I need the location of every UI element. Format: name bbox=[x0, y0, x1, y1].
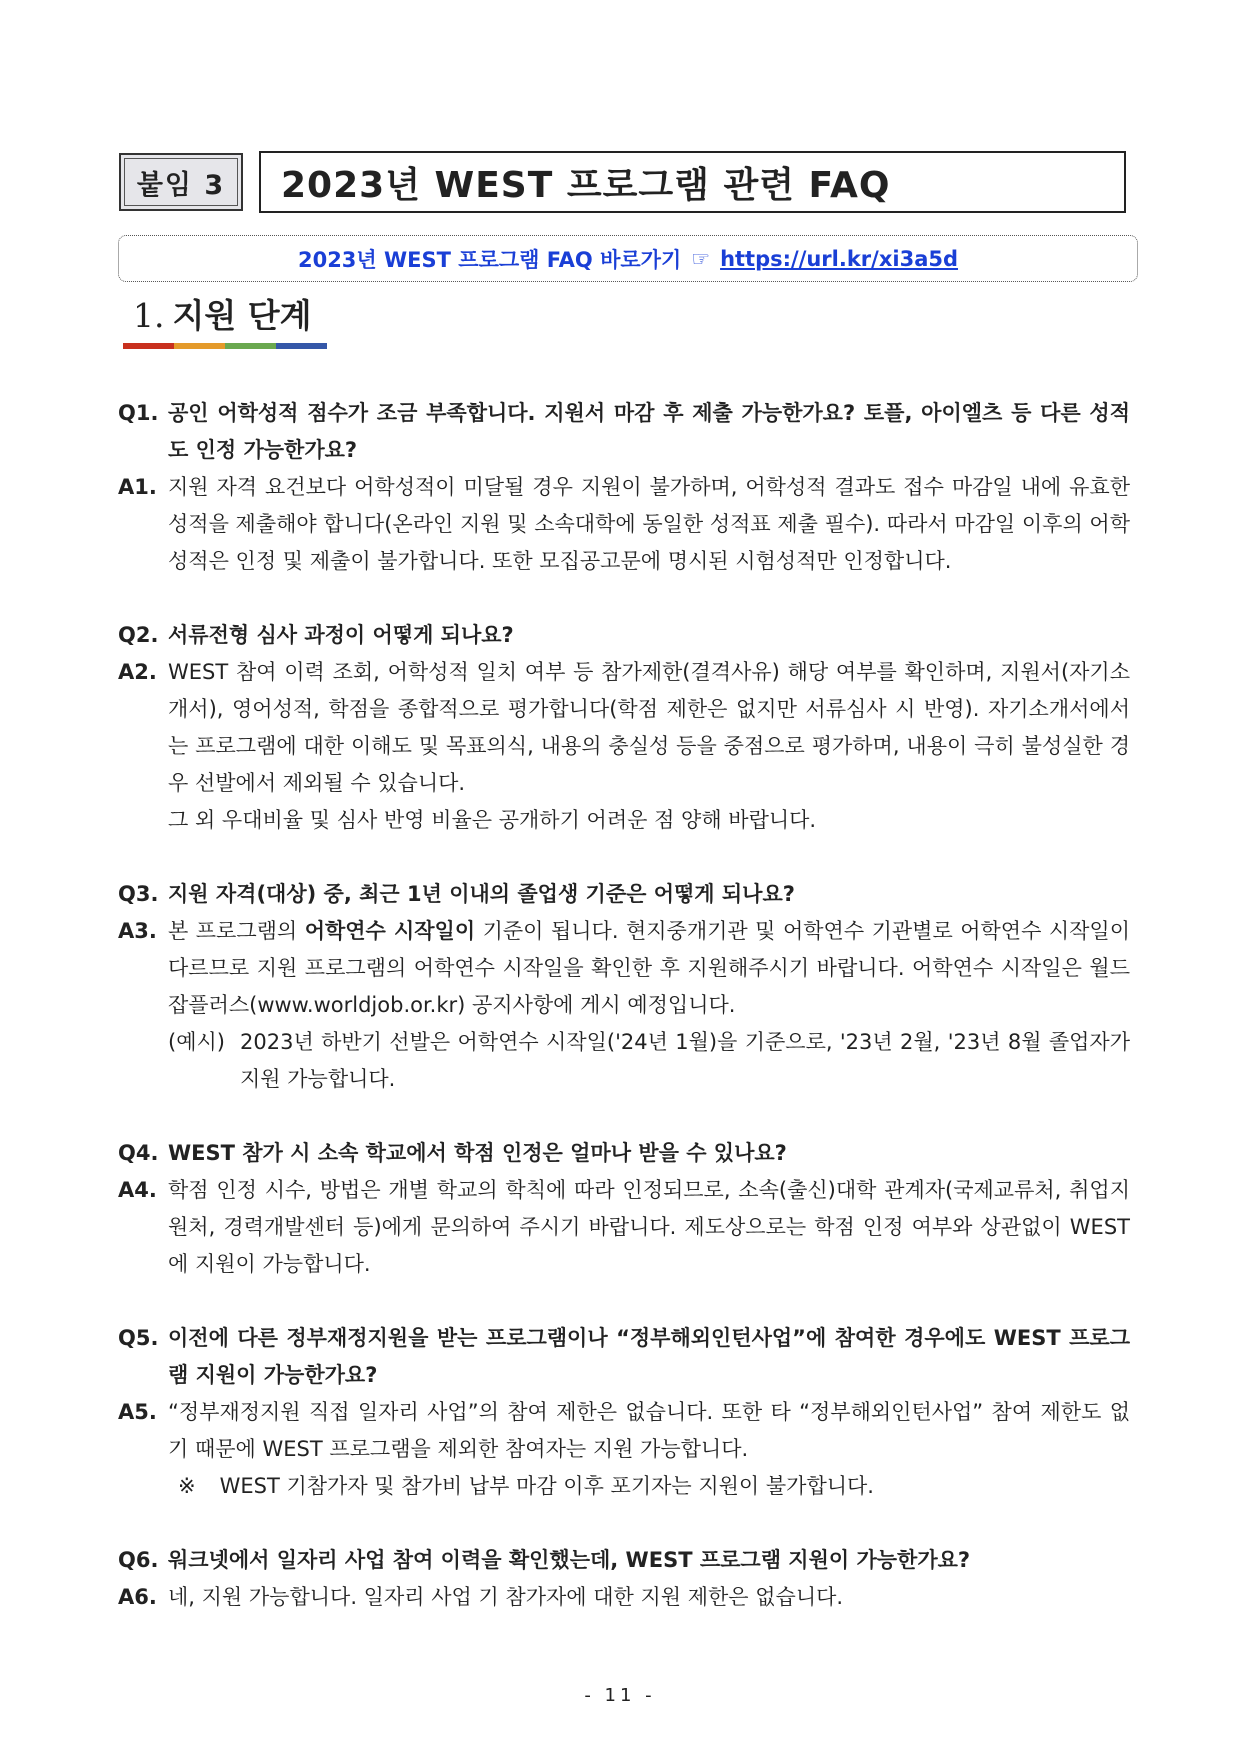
question-text: 워크넷에서 일자리 사업 참여 이력을 확인했는데, WEST 프로그램 지원이 가능한가요? bbox=[168, 1548, 971, 1572]
answer-text: WEST 참여 이력 조회, 어학성적 일치 여부 등 참가제한(결격사유) 해당 여부를 확인하며, 지원서(자기소개서), 영어성적, 학점을 종합적으로 평가합니다(학점 제한은 없지만 서류심사 시 반영). 자기소개서에서는 프로그램에 대한 이해도 및 목표의식, 내용의 충실성 등을 중점으로 평가하며, 내용이 극히 불성실한 경우 선발에서 제외될 수 있습니다. bbox=[168, 660, 1130, 795]
answer-text-2: 그 외 우대비율 및 심사 반영 비율은 공개하기 어려운 점 양해 바랍니다. bbox=[168, 808, 817, 832]
color-bar-green bbox=[225, 343, 276, 349]
question-text: 지원 자격(대상) 중, 최근 1년 이내의 졸업생 기준은 어떻게 되나요? bbox=[168, 882, 795, 906]
question bbox=[118, 876, 1130, 913]
pointing-hand-icon: ☞ bbox=[691, 246, 711, 271]
faq-item-q2 bbox=[118, 617, 1130, 839]
faq-list bbox=[118, 395, 1130, 1653]
faq-item-q3 bbox=[118, 876, 1130, 1098]
answer-text: 학점 인정 시수, 방법은 개별 학교의 학칙에 따라 인정되므로, 소속(출신)대학 관계자(국제교류처, 취업지원처, 경력개발센터 등)에게 문의하여 주시기 바랍니다. 제도상으로는 학점 인정 여부와 상관없이 WEST에 지원이 가능합니다. bbox=[168, 1178, 1130, 1276]
attachment-tag: 붙임 3 bbox=[119, 153, 243, 211]
section-color-bar bbox=[123, 343, 327, 349]
answer bbox=[118, 1394, 1130, 1468]
question-text: 이전에 다른 정부재정지원을 받는 프로그램이나 “정부해외인턴사업”에 참여한 경우에도 WEST 프로그램 지원이 가능한가요? bbox=[168, 1326, 1130, 1387]
page-title-text: 2023년 WEST 프로그램 관련 FAQ bbox=[281, 164, 891, 206]
question bbox=[118, 1542, 1130, 1579]
reference-mark-icon: ※ bbox=[178, 1474, 196, 1498]
answer bbox=[118, 654, 1130, 839]
example bbox=[168, 1024, 1130, 1098]
question-text: 공인 어학성적 점수가 조금 부족합니다. 지원서 마감 후 제출 가능한가요? 토플, 아이엘츠 등 다른 성적도 인정 가능한가요? bbox=[168, 401, 1130, 462]
section-number: 1. bbox=[133, 296, 165, 335]
faq-item-q6 bbox=[118, 1542, 1130, 1616]
question-label: Q1. bbox=[118, 401, 159, 425]
page-number: - 11 - bbox=[584, 1685, 656, 1706]
example-label: (예시) bbox=[168, 1030, 225, 1054]
question bbox=[118, 395, 1130, 469]
note bbox=[178, 1468, 1130, 1505]
question-text: 서류전형 심사 과정이 어떻게 되나요? bbox=[168, 623, 514, 647]
note-text: WEST 기참가자 및 참가비 납부 마감 이후 포기자는 지원이 불가합니다. bbox=[219, 1474, 874, 1498]
question bbox=[118, 1320, 1130, 1394]
answer bbox=[118, 1172, 1130, 1283]
question-label: Q6. bbox=[118, 1548, 159, 1572]
faq-link-box[interactable] bbox=[118, 235, 1138, 282]
example-text: 2023년 하반기 선발은 어학연수 시작일('24년 1월)을 기준으로, '23년 2월, '23년 8월 졸업자가 지원 가능합니다. bbox=[240, 1030, 1130, 1091]
color-bar-red bbox=[123, 343, 174, 349]
answer-text-emphasis: 어학연수 시작일이 bbox=[304, 919, 476, 943]
section-heading bbox=[133, 290, 312, 337]
faq-item-q5 bbox=[118, 1320, 1130, 1505]
question-label: Q2. bbox=[118, 623, 159, 647]
answer-text: 네, 지원 가능합니다. 일자리 사업 기 참가자에 대한 지원 제한은 없습니다. bbox=[168, 1585, 844, 1609]
answer-text bbox=[168, 913, 1130, 1024]
question-text: WEST 참가 시 소속 학교에서 학점 인정은 얼마나 받을 수 있나요? bbox=[168, 1141, 787, 1165]
answer-label: A1. bbox=[118, 475, 157, 499]
answer-label: A2. bbox=[118, 660, 157, 684]
answer-body bbox=[168, 654, 1130, 839]
answer bbox=[118, 1579, 1130, 1616]
answer bbox=[118, 469, 1130, 580]
faq-url-link[interactable]: https://url.kr/xi3a5d bbox=[720, 246, 959, 271]
faq-item-q4 bbox=[118, 1135, 1130, 1283]
answer-text-pre: 본 프로그램의 bbox=[168, 919, 305, 943]
question-label: Q3. bbox=[118, 882, 159, 906]
question bbox=[118, 1135, 1130, 1172]
faq-item-q1 bbox=[118, 395, 1130, 580]
answer-label: A4. bbox=[118, 1178, 157, 1202]
color-bar-orange bbox=[174, 343, 225, 349]
answer-text: “정부재정지원 직접 일자리 사업”의 참여 제한은 없습니다. 또한 타 “정부해외인턴사업” 참여 제한도 없기 때문에 WEST 프로그램을 제외한 참여자는 지원 가능합니다. bbox=[168, 1400, 1130, 1461]
answer-label: A6. bbox=[118, 1585, 157, 1609]
answer-text: 지원 자격 요건보다 어학성적이 미달될 경우 지원이 불가하며, 어학성적 결과도 접수 마감일 내에 유효한 성적을 제출해야 합니다(온라인 지원 및 소속대학에 동일한 성적표 제출 필수). 따라서 마감일 이후의 어학성적은 인정 및 제출이 불가합니다. 또한 모집공고문에 명시된 시험성적만 인정합니다. bbox=[168, 475, 1130, 573]
question-label: Q4. bbox=[118, 1141, 159, 1165]
question-label: Q5. bbox=[118, 1326, 159, 1350]
faq-link-label: 2023년 WEST 프로그램 FAQ 바로가기 bbox=[297, 247, 682, 272]
page-title bbox=[259, 151, 1126, 213]
answer bbox=[118, 913, 1130, 1024]
section-title-text: 지원 단계 bbox=[172, 296, 312, 335]
answer-label: A3. bbox=[118, 919, 157, 943]
answer-text-post: 기준이 됩니다. 현지중개기관 및 어학연수 기관별로 어학연수 시작일이 다르므로 지원 프로그램의 어학연수 시작일을 확인한 후 지원해주시기 바랍니다. 어학연수 시작일은 월드잡플러스(www.worldjob.or.kr) 공지사항에 게시 예정입니다. bbox=[168, 919, 1130, 1017]
question bbox=[118, 617, 1130, 654]
answer-label: A5. bbox=[118, 1400, 157, 1424]
color-bar-blue bbox=[276, 343, 327, 349]
